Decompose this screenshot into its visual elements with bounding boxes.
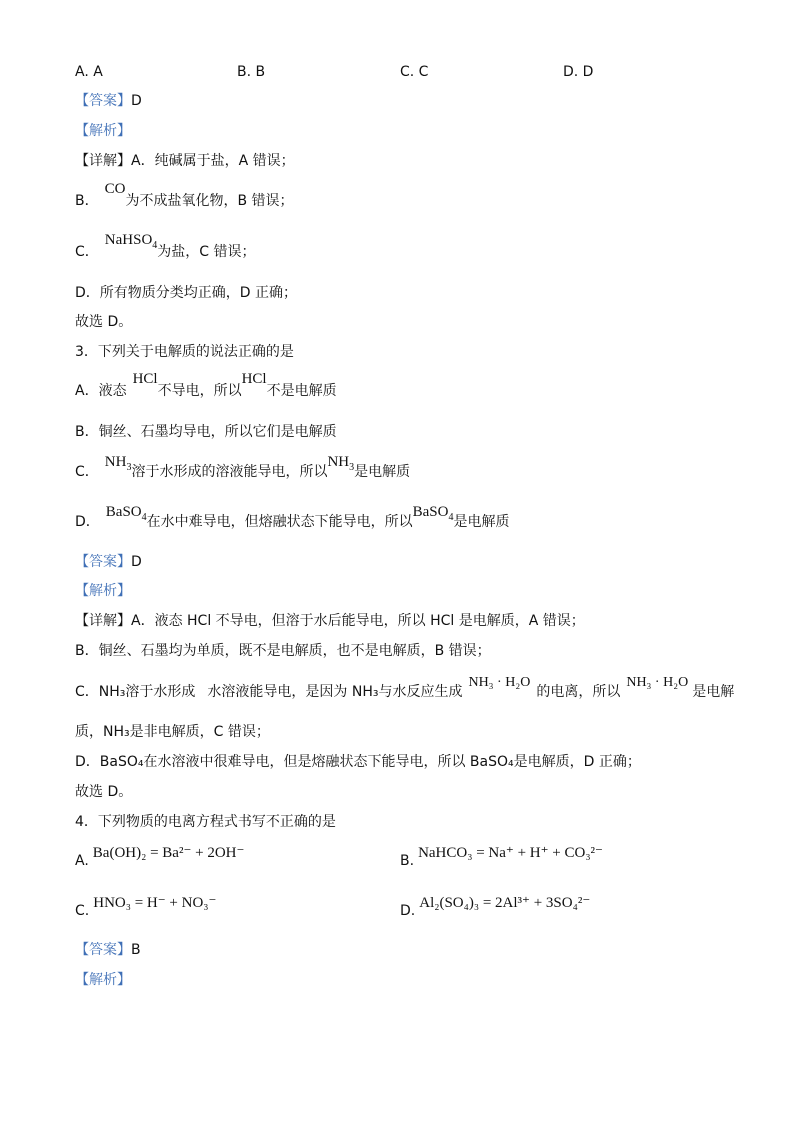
q4-option-d: D. Al₂(SO₄)₃ = 2Al³⁺ + 3SO₄²⁻ [400,895,591,919]
q4-option-b: B. NaHCO₃ = Na⁺ + H⁺ + CO₃²⁻ [400,845,603,869]
q2-detail-c: C．NaHSO$_4$为盐，C 错误； [75,232,256,260]
q3-detail-d: D．BaSO₄在水溶液中很难导电，但是熔融状态下能导电，所以 BaSO₄是电解质，D 正确； [75,754,641,770]
q4-option-c: C. HNO₃ = H⁻ + NO₃⁻ [75,895,217,919]
q2-detail-d: D．所有物质分类均正确，D 正确； [75,285,298,301]
q4-option-a: A. Ba(OH)₂ = Ba²⁻ + 2OH⁻ [75,845,245,869]
q3-detail-c-cont: 质，NH₃是非电解质，C 错误； [75,724,270,740]
q2-conclusion: 故选 D。 [75,314,133,330]
q3-analysis-tag: 【解析】 [75,583,131,599]
q3-option-c: C．$NH_3$溶于水形成的溶液能导电，所以$NH_3$是电解质 [75,454,411,480]
q3-detail-a: 【详解】A．液态 HCl 不导电，但溶于水后能导电，所以 HCl 是电解质，A 错误； [75,613,585,629]
option-c: C. C [400,64,429,80]
q3-detail-c: C．NH₃溶于水形成 水溶液能导电，是因为 NH₃与水反应生成NH₃ · H₂O的电离，所以NH₃ · H₂O是电解 [75,675,735,700]
q3-option-a: A．液态HCl不导电，所以HCl不是电解质 [75,371,337,399]
q2-analysis-tag: 【解析】 [75,123,131,139]
option-b: B. B [237,64,266,80]
q3-detail-b: B．铜丝、石墨均为单质，既不是电解质，也不是电解质，B 错误； [75,643,491,659]
q3-option-d: D．BaSO$_4$在水中难导电，但熔融状态下能导电，所以BaSO$_4$是电解质 [75,504,510,530]
q3-stem: 3．下列关于电解质的说法正确的是 [75,344,294,360]
q3-conclusion: 故选 D。 [75,784,133,800]
q3-option-b: B．铜丝、石墨均导电，所以它们是电解质 [75,424,337,440]
q2-answer: 【答案】D [75,93,142,109]
option-a: A. A [75,64,103,80]
q4-answer: 【答案】B [75,942,141,958]
option-d: D. D [563,64,594,80]
q3-answer: 【答案】D [75,554,142,570]
q2-detail-a: 【详解】A．纯碱属于盐，A 错误； [75,153,295,169]
q4-stem: 4．下列物质的电离方程式书写不正确的是 [75,814,336,830]
q2-detail-b: B．CO为不成盐氧化物，B 错误； [75,181,294,209]
q4-analysis-tag: 【解析】 [75,972,131,988]
